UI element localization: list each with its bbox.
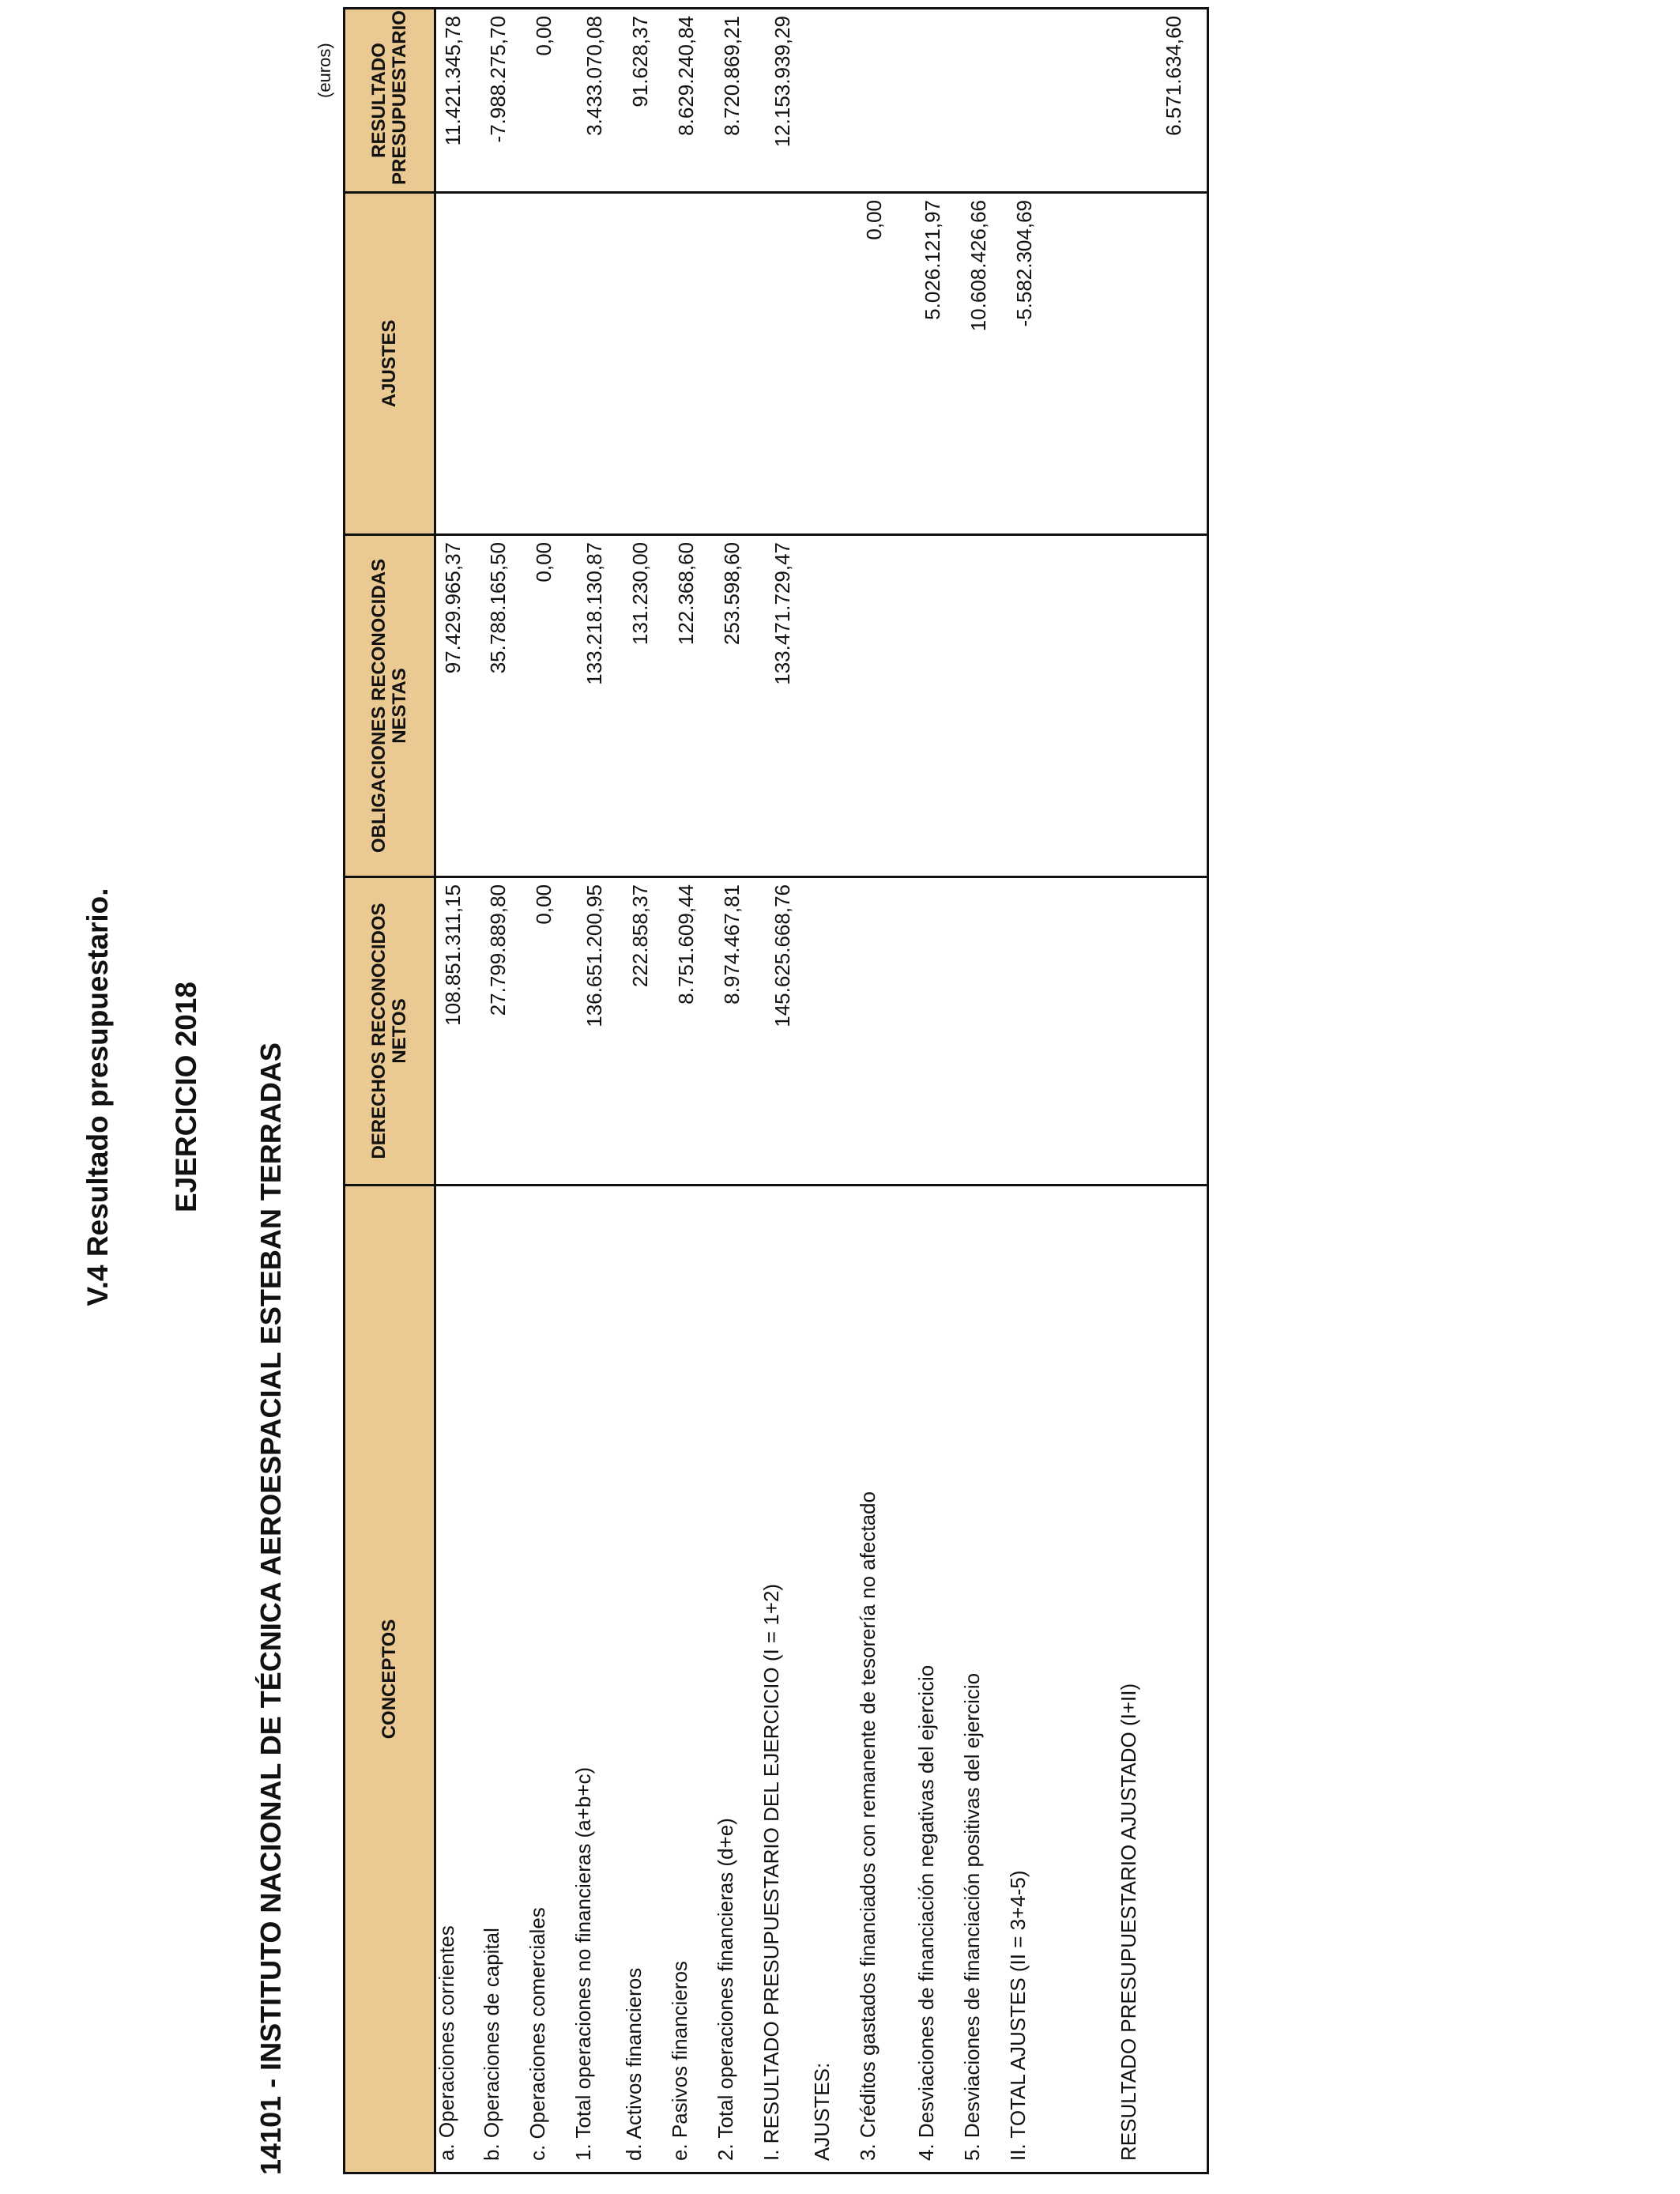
row-concept: 5. Desviaciones de financiación positivas del ejercicio xyxy=(962,1186,1008,2173)
row-obligaciones: 97.429.965,37 xyxy=(435,535,481,877)
table-row xyxy=(812,9,857,2173)
row-obligaciones: 35.788.165,50 xyxy=(481,535,527,877)
row-obligaciones: 122.368,60 xyxy=(669,535,715,877)
header-obligaciones: OBLIGACIONES RECONOCIDAS NESTAS xyxy=(345,535,435,877)
row-derechos xyxy=(1053,877,1118,1186)
row-derechos: 0,00 xyxy=(527,877,573,1186)
table-row xyxy=(573,9,623,2173)
row-derechos: 108.851.311,15 xyxy=(435,877,481,1186)
row-resultado: 0,00 xyxy=(527,9,573,193)
entity-title: 14101 - INSTITUTO NACIONAL DE TÉCNICA AEROESPACIAL ESTEBAN TERRADAS xyxy=(254,1042,287,2175)
budget-result-table xyxy=(343,7,1209,2174)
row-ajustes xyxy=(669,193,715,535)
row-ajustes xyxy=(527,193,573,535)
row-concept: 3. Créditos gastados financiados con remanente de tesorería no afectado xyxy=(857,1186,916,2173)
row-concept: II. TOTAL AJUSTES (II = 3+4-5) xyxy=(1008,1186,1053,2173)
row-ajustes: 10.608.426,66 xyxy=(962,193,1008,535)
row-ajustes xyxy=(435,193,481,535)
row-concept: c. Operaciones comerciales xyxy=(527,1186,573,2173)
exercise-title: EJERCICIO 2018 xyxy=(170,981,202,1213)
row-resultado: 8.629.240,84 xyxy=(669,9,715,193)
table-row xyxy=(761,9,812,2173)
row-resultado xyxy=(812,9,857,193)
row-derechos: 8.751.609,44 xyxy=(669,877,715,1186)
row-ajustes xyxy=(623,193,669,535)
row-resultado: 6.571.634,60 xyxy=(1118,9,1208,193)
row-resultado xyxy=(916,9,962,193)
table-row xyxy=(527,9,573,2173)
header-resultado: RESULTADO PRESUPUESTARIO xyxy=(345,9,435,193)
row-ajustes xyxy=(573,193,623,535)
table-row xyxy=(435,9,481,2173)
table-row xyxy=(1053,9,1118,2173)
row-concept: 1. Total operaciones no financieras (a+b+c) xyxy=(573,1186,623,2173)
header-derechos: DERECHOS RECONOCIDOS NETOS xyxy=(345,877,435,1186)
row-ajustes: -5.582.304,69 xyxy=(1008,193,1053,535)
row-obligaciones: 133.471.729,47 xyxy=(761,535,812,877)
row-ajustes: 0,00 xyxy=(857,193,916,535)
table-row xyxy=(916,9,962,2173)
row-obligaciones xyxy=(1008,535,1053,877)
currency-note: (euros) xyxy=(315,43,334,98)
row-concept: d. Activos financieros xyxy=(623,1186,669,2173)
row-obligaciones: 131.230,00 xyxy=(623,535,669,877)
row-derechos: 8.974.467,81 xyxy=(715,877,761,1186)
row-derechos: 136.651.200,95 xyxy=(573,877,623,1186)
row-concept: I. RESULTADO PRESUPUESTARIO DEL EJERCICIO (I = 1+2) xyxy=(761,1186,812,2173)
row-derechos: 222.858,37 xyxy=(623,877,669,1186)
row-obligaciones: 0,00 xyxy=(527,535,573,877)
table-row xyxy=(715,9,761,2173)
row-concept: e. Pasivos financieros xyxy=(669,1186,715,2173)
row-concept: a. Operaciones corrientes xyxy=(435,1186,481,2173)
row-derechos xyxy=(916,877,962,1186)
header-ajustes: AJUSTES xyxy=(345,193,435,535)
row-resultado: -7.988.275,70 xyxy=(481,9,527,193)
row-ajustes xyxy=(715,193,761,535)
table-row xyxy=(481,9,527,2173)
table-row xyxy=(1118,9,1208,2173)
row-ajustes xyxy=(1053,193,1118,535)
row-concept: RESULTADO PRESUPUESTARIO AJUSTADO (I+II) xyxy=(1118,1186,1208,2173)
row-resultado xyxy=(1008,9,1053,193)
row-obligaciones xyxy=(916,535,962,877)
row-resultado xyxy=(1053,9,1118,193)
table-row xyxy=(623,9,669,2173)
section-heading: V.4 Resultado presupuestario. xyxy=(81,888,114,1306)
row-ajustes xyxy=(1118,193,1208,535)
row-derechos: 145.625.668,76 xyxy=(761,877,812,1186)
table-row xyxy=(1008,9,1053,2173)
row-resultado xyxy=(857,9,916,193)
row-ajustes xyxy=(812,193,857,535)
row-derechos xyxy=(857,877,916,1186)
row-derechos xyxy=(962,877,1008,1186)
row-ajustes: 5.026.121,97 xyxy=(916,193,962,535)
row-derechos: 27.799.889,80 xyxy=(481,877,527,1186)
row-resultado: 3.433.070,08 xyxy=(573,9,623,193)
header-conceptos: CONCEPTOS xyxy=(345,1186,435,2173)
row-derechos xyxy=(1118,877,1208,1186)
row-derechos xyxy=(1008,877,1053,1186)
row-concept: AJUSTES: xyxy=(812,1186,857,2173)
row-obligaciones xyxy=(1053,535,1118,877)
row-concept xyxy=(1053,1186,1118,2173)
row-obligaciones xyxy=(962,535,1008,877)
table-row xyxy=(857,9,916,2173)
row-obligaciones xyxy=(857,535,916,877)
row-resultado: 12.153.939,29 xyxy=(761,9,812,193)
row-concept: 4. Desviaciones de financiación negativas del ejercicio xyxy=(916,1186,962,2173)
table-row xyxy=(669,9,715,2173)
row-resultado: 91.628,37 xyxy=(623,9,669,193)
row-obligaciones xyxy=(812,535,857,877)
row-ajustes xyxy=(481,193,527,535)
row-resultado xyxy=(962,9,1008,193)
row-ajustes xyxy=(761,193,812,535)
row-derechos xyxy=(812,877,857,1186)
table-row xyxy=(962,9,1008,2173)
row-concept: 2. Total operaciones financieras (d+e) xyxy=(715,1186,761,2173)
table-header-row xyxy=(345,9,435,2173)
row-concept: b. Operaciones de capital xyxy=(481,1186,527,2173)
row-obligaciones: 133.218.130,87 xyxy=(573,535,623,877)
row-resultado: 8.720.869,21 xyxy=(715,9,761,193)
row-obligaciones xyxy=(1118,535,1208,877)
row-obligaciones: 253.598,60 xyxy=(715,535,761,877)
row-resultado: 11.421.345,78 xyxy=(435,9,481,193)
